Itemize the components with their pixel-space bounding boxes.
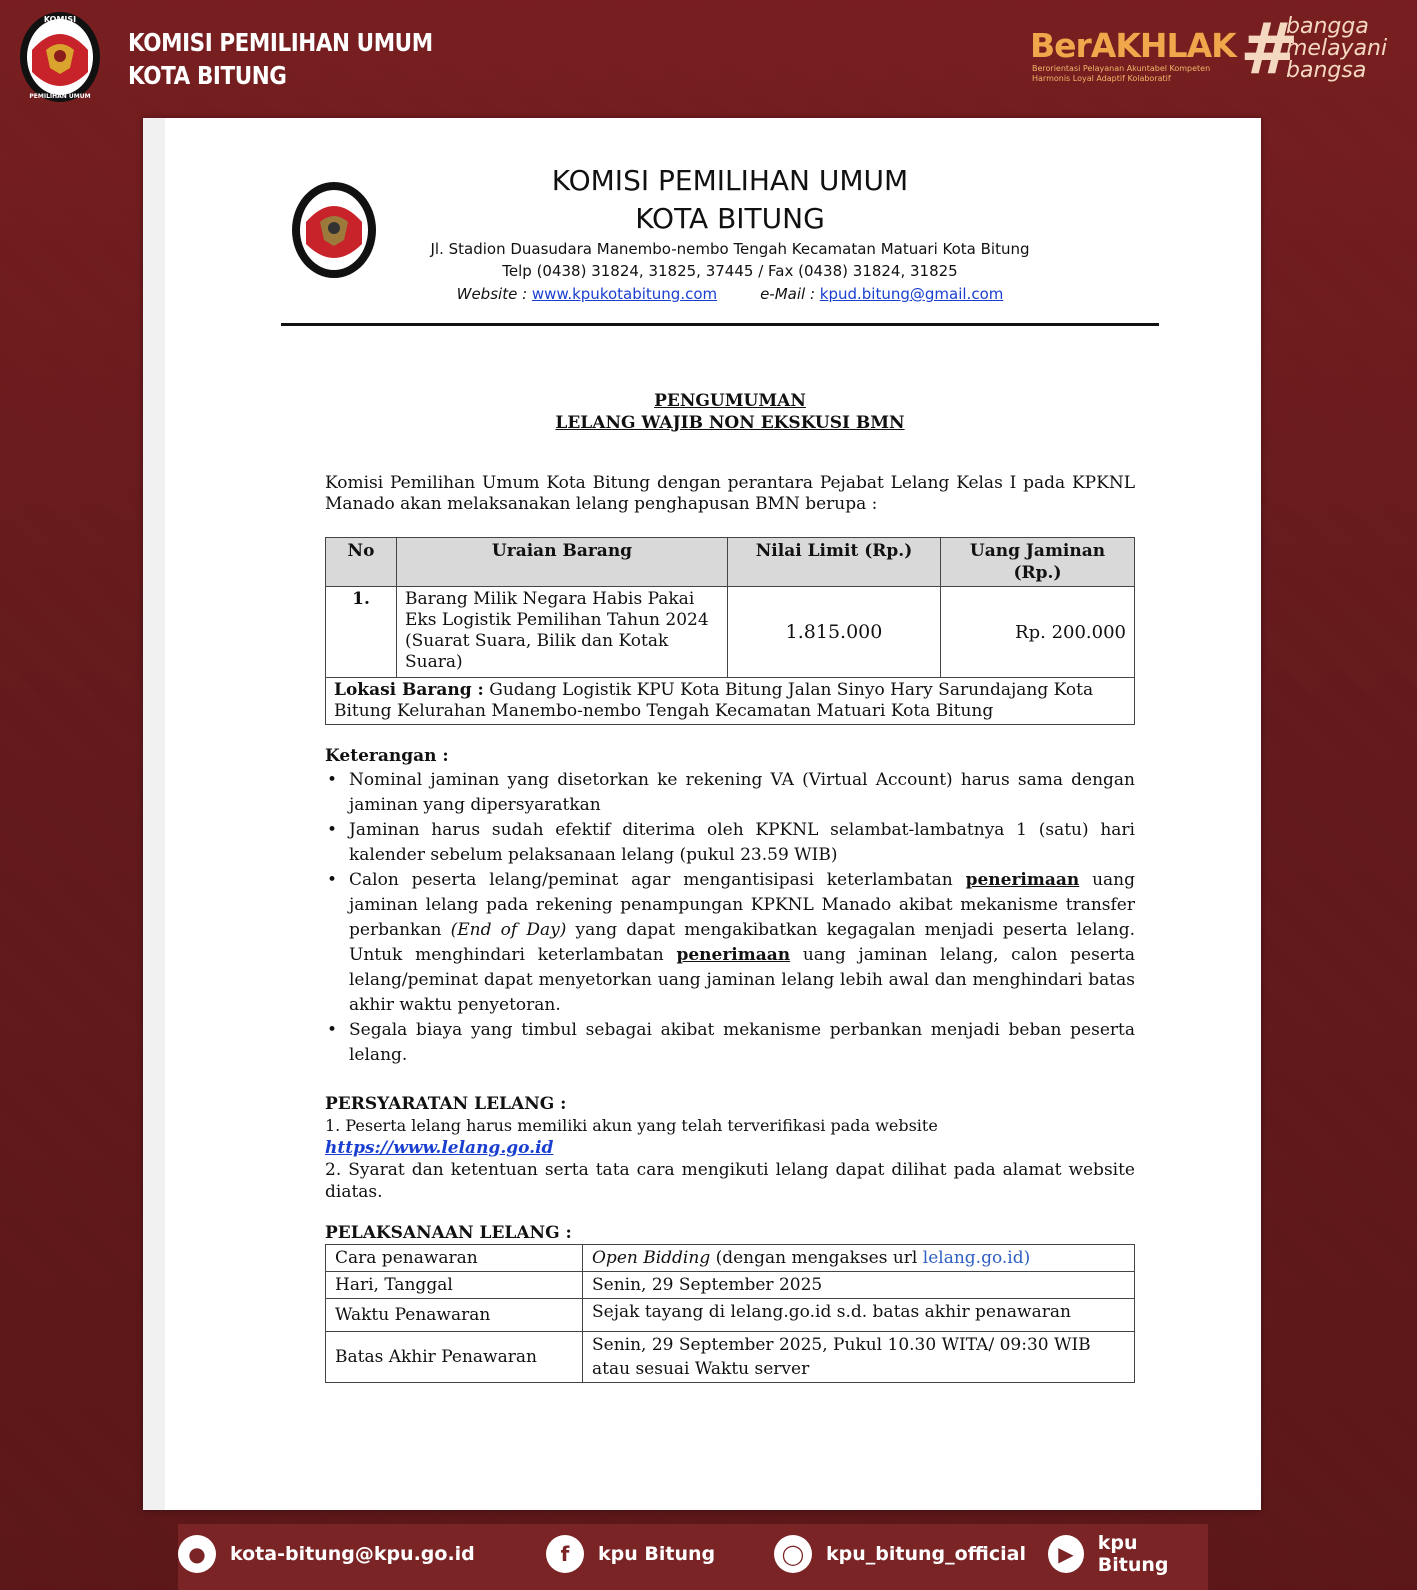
location-value: Gudang Logistik KPU Kota Bitung Jalan Sinyo Hary Sarundajang Kota Bitung Kelurahan Manembo-nembo Tengah Kecamatan Matuari Kota Bitung: [334, 680, 1094, 721]
intro-paragraph: Komisi Pemilihan Umum Kota Bitung dengan perantara Pejabat Lelang Kelas I pada KPKNL Manado akan melaksanakan lelang penghapusan BMN berupa :: [325, 473, 1135, 514]
facebook-icon: f: [546, 1535, 584, 1573]
slogan-3: bangsa: [1286, 58, 1367, 83]
lelang-link[interactable]: https://www.lelang.go.id: [325, 1138, 554, 1158]
berakhlak-wordmark: BerAKHLAK: [1030, 26, 1236, 65]
heading-2: LELANG WAJIB NON EKSKUSI BMN: [555, 413, 905, 433]
note3-part-d: uang jaminan lelang, calon peserta lelang/peminat dapat menyetorkan uang jaminan lelang lebih awal dan menghindari batas akhir waktu penyetoran.: [349, 945, 1135, 1015]
requirement-1: 1. Peserta lelang harus memiliki akun yang telah terverifikasi pada website: [325, 1116, 938, 1135]
footer-instagram[interactable]: [774, 1534, 1026, 1574]
note3-italic: (End of Day): [450, 920, 567, 940]
table-row: [326, 587, 1135, 678]
note-item: • Segala biaya yang timbul sebagai akibat mekanisme perbankan menjadi beban peserta lelang.: [325, 1018, 1135, 1068]
slogan-1: bangga: [1286, 14, 1369, 39]
table-row: [326, 1245, 1135, 1272]
items-table: [325, 537, 1135, 725]
exec-key: Waktu Penawaran: [326, 1299, 583, 1332]
hashtag-icon: #: [1240, 8, 1299, 90]
social-footer: [178, 1524, 1208, 1590]
berakhlak-values: Berorientasi Pelayanan Akuntabel Kompeten Harmonis Loyal Adaptif Kolaboratif: [1032, 64, 1211, 83]
footer-email-text: kota-bitung@kpu.go.id: [230, 1543, 475, 1565]
cell-desc: Barang Milik Negara Habis Pakai Eks Logistik Pemilihan Tahun 2024 (Suarat Suara, Bilik dan Kotak Suara): [397, 587, 728, 678]
requirements-title: PERSYARATAN LELANG :: [325, 1094, 567, 1114]
note3-underline-2: penerimaan: [676, 945, 791, 965]
cell-no: 1.: [326, 587, 397, 678]
footer-email[interactable]: [178, 1534, 475, 1574]
exec-key: Batas Akhir Penawaran: [326, 1332, 583, 1383]
cell-location: [326, 678, 1135, 725]
col-desc: Uraian Barang: [397, 538, 728, 587]
heading-1: PENGUMUMAN: [654, 391, 806, 411]
deadline-line-2: atau sesuai Waktu server: [592, 1359, 810, 1379]
exec-value: [583, 1245, 1135, 1272]
email-link[interactable]: kpud.bitung@gmail.com: [819, 285, 1004, 303]
kpu-logo-icon: [18, 10, 102, 104]
slogan-2: melayani: [1286, 36, 1388, 61]
notes-list: [325, 768, 1135, 1068]
open-bidding-text: Open Bidding: [592, 1248, 711, 1268]
letterhead-title-2: KOTA BITUNG: [635, 202, 825, 235]
page-edge: [143, 118, 165, 1510]
note3-underline-1: penerimaan: [965, 870, 1080, 890]
letterhead-phone: Telp (0438) 31824, 31825, 37445 / Fax (0438) 31824, 31825: [502, 262, 958, 280]
exec-value: Senin, 29 September 2025: [583, 1272, 1135, 1299]
location-row: [326, 678, 1135, 725]
letterhead-title-1: KOMISI PEMILIHAN UMUM: [551, 164, 909, 197]
announcement-heading: [330, 390, 1130, 434]
cell-limit: 1.815.000: [728, 587, 941, 678]
note3-part-b: uang jaminan lelang pada rekening penampungan KPKNL Manado akibat mekanisme transfer perbankan: [349, 870, 1135, 940]
brand-line-2: KOTA BITUNG: [128, 61, 287, 90]
slogan: [1286, 16, 1387, 82]
col-deposit: Uang Jaminan (Rp.): [941, 538, 1135, 587]
notes-title: Keterangan :: [325, 746, 449, 766]
top-bar: [0, 0, 1417, 116]
col-no: No: [326, 538, 397, 587]
footer-facebook[interactable]: [546, 1534, 715, 1574]
website-label: Website :: [456, 285, 528, 303]
deadline-line-1: Senin, 29 September 2025, Pukul 10.30 WITA/ 09:30 WIB: [592, 1335, 1091, 1355]
execution-table: [325, 1244, 1135, 1383]
table-row: [326, 1272, 1135, 1299]
letterhead: [380, 162, 1080, 306]
lelang-url-link[interactable]: lelang.go.id): [922, 1248, 1031, 1268]
footer-youtube[interactable]: [1048, 1534, 1208, 1574]
footer-youtube-text: kpu Bitung: [1097, 1532, 1169, 1576]
email-label: e-Mail :: [760, 285, 815, 303]
logo-text-bottom: PEMILIHAN UMUM: [29, 93, 91, 100]
exec-value: Sejak tayang di lelang.go.id s.d. batas akhir penawaran: [583, 1299, 1135, 1332]
globe-icon: ●: [178, 1535, 216, 1573]
items-table-header: [326, 538, 1135, 587]
footer-instagram-text: kpu_bitung_official: [826, 1543, 1026, 1565]
requirement-2: 2. Syarat dan ketentuan serta tata cara mengikuti lelang dapat dilihat pada alamat website diatas.: [325, 1160, 1135, 1202]
execution-title: PELAKSANAAN LELANG :: [325, 1223, 572, 1243]
youtube-icon: ▶: [1048, 1535, 1084, 1573]
col-limit: Nilai Limit (Rp.): [728, 538, 941, 587]
letterhead-address: Jl. Stadion Duasudara Manembo-nembo Tengah Kecamatan Matuari Kota Bitung: [430, 240, 1030, 258]
note-item: [325, 868, 1135, 1018]
note-item: • Jaminan harus sudah efektif diterima oleh KPKNL selambat-lambatnya 1 (satu) hari kalender sebelum pelaksanaan lelang (pukul 23.59 WIB): [325, 818, 1135, 868]
brand-title: [128, 26, 433, 92]
letterhead-divider: [281, 323, 1159, 326]
exec-value-text: (dengan mengakses url: [710, 1248, 923, 1268]
note3-part-c: yang dapat mengakibatkan kegagalan menjadi peserta lelang. Untuk menghindari keterlambatan: [349, 920, 1135, 965]
website-link[interactable]: www.kpukotabitung.com: [531, 285, 718, 303]
note3-part-a: Calon peserta lelang/peminat agar mengantisipasi keterlambatan: [349, 870, 953, 890]
letterhead-contact: [380, 282, 1080, 306]
table-row: [326, 1299, 1135, 1332]
brand-line-1: KOMISI PEMILIHAN UMUM: [128, 28, 433, 57]
footer-facebook-text: kpu Bitung: [598, 1543, 716, 1565]
exec-key: Hari, Tanggal: [326, 1272, 583, 1299]
berakhlak-logo: [1030, 8, 1400, 94]
table-row: [326, 1332, 1135, 1383]
note-item: • Nominal jaminan yang disetorkan ke rekening VA (Virtual Account) harus sama dengan jaminan yang dipersyaratkan: [325, 768, 1135, 818]
exec-value: [583, 1332, 1135, 1383]
cell-deposit: Rp. 200.000: [941, 587, 1135, 678]
location-label: Lokasi Barang :: [334, 680, 484, 700]
instagram-icon: ◯: [774, 1535, 812, 1573]
doc-kpu-logo-icon: [290, 180, 378, 280]
logo-text-top: KOMISI: [43, 15, 77, 24]
requirements-list: [325, 1115, 1135, 1203]
exec-key: Cara penawaran: [326, 1245, 583, 1272]
